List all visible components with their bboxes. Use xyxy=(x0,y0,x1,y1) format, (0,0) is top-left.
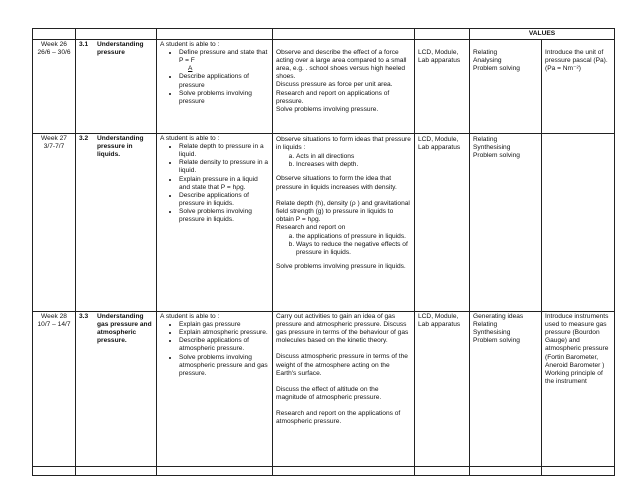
resources-text: LCD, Module, Lab apparatus xyxy=(418,49,461,65)
activity-text: Solve problems involving pressure. xyxy=(276,105,379,113)
activity-text: Research and report on the applications of atmospheric pressure. xyxy=(276,409,401,426)
skills-cell xyxy=(470,40,542,134)
topic-number: 3.2 xyxy=(79,135,89,143)
week-label: Week 28 xyxy=(41,313,67,321)
skill-item: Problem solving xyxy=(473,337,520,345)
activities-cell xyxy=(273,312,415,467)
activities-cell xyxy=(273,40,415,134)
activity-text: Discuss the effect of altitude on the magnitude of atmospheric pressure. xyxy=(276,385,382,401)
activity-text: Relate depth (h), density (ρ ) and gravitational field strength (g) to pressure in liquids to obtain P = hρg. xyxy=(276,199,410,223)
activity-sublist xyxy=(276,153,411,169)
list-item: a. Acts in all directions xyxy=(296,153,411,161)
header-row xyxy=(33,29,615,40)
outcomes-list xyxy=(160,49,269,106)
skill-item: Relating xyxy=(473,321,498,329)
skill-item: Relating xyxy=(473,136,498,144)
outcomes-cell xyxy=(157,312,273,467)
outcomes-list xyxy=(160,321,269,378)
skill-item: Relating xyxy=(473,49,498,57)
topic-title: Understanding gas pressure and atmospheric pressure. xyxy=(97,313,152,345)
activity-text: Observe situations to form ideas that pressure in liquids : xyxy=(276,136,411,152)
week-dates: 3/7-7/7 xyxy=(43,143,65,151)
list-item: • Define pressure and state that P = F A xyxy=(179,49,269,73)
skill-item: Problem solving xyxy=(473,152,520,160)
table-row xyxy=(33,312,615,467)
list-item: • Solve problems involving pressure xyxy=(179,90,269,106)
outcomes-list xyxy=(160,143,269,224)
activity-text: Observe situations to form the idea that pressure in liquids increases with density. xyxy=(276,175,397,191)
resources-text: LCD, Module, Lab apparatus xyxy=(418,313,461,329)
table-row xyxy=(33,467,615,476)
pressure-formula: P = F A xyxy=(179,57,195,73)
activity-text: Carry out activities to gain an idea of gas pressure and atmospheric pressure. Discuss gas pressure in terms of the behaviour of gas molecules based on the kinetic theory. xyxy=(276,313,409,345)
table-row xyxy=(33,134,615,312)
topic-title: Understanding pressure xyxy=(97,41,144,57)
activity-text: Solve problems involving pressure in liquids. xyxy=(276,263,406,271)
topic-title: Understanding pressure in liquids. xyxy=(97,135,144,159)
list-item: a. the applications of pressure in liquids. xyxy=(296,233,411,241)
scheme-of-work-table xyxy=(32,28,615,476)
skill-item: Generating ideas xyxy=(473,313,524,321)
list-item: • Solve problems involving pressure in liquids. xyxy=(179,208,269,224)
resources-cell xyxy=(415,40,470,134)
topic-cell xyxy=(76,312,157,467)
topic-cell xyxy=(76,134,157,312)
week-cell xyxy=(33,40,76,134)
week-label: Week 26 xyxy=(41,41,67,49)
skill-item: Synthesising xyxy=(473,329,511,337)
week-cell xyxy=(33,312,76,467)
list-item: • Describe applications of pressure xyxy=(179,73,269,89)
topic-number: 3.3 xyxy=(79,313,89,321)
activity-text: Observe and describe the effect of a force acting over a large area compared to a small area, e.g. . school shoes versus high heeled shoes. xyxy=(276,49,407,81)
list-item: • Explain atmospheric pressure. xyxy=(179,329,269,337)
activities-cell xyxy=(273,134,415,312)
topic-number: 3.1 xyxy=(79,41,89,49)
week-cell xyxy=(33,134,76,312)
topic-cell xyxy=(76,40,157,134)
skills-cell xyxy=(470,312,542,467)
notes-cell xyxy=(542,134,615,312)
table-row xyxy=(33,40,615,134)
activity-text: Research and report on applications of pressure. xyxy=(276,89,390,105)
notes-cell xyxy=(542,312,615,467)
skill-item: Analysing xyxy=(473,57,502,65)
notes-text: Introduce the unit of pressure pascal (Pa). (Pa = Nm⁻²) xyxy=(545,49,608,73)
activity-text: Research and report on xyxy=(276,223,346,231)
list-item: • Solve problems involving atmospheric pressure and gas pressure. xyxy=(179,354,269,378)
list-item: b. Ways to reduce the negative effects of pressure in liquids. xyxy=(296,241,411,257)
notes-text: Introduce instruments used to measure gas pressure (Bourdon Gauge) and atmospheric pressure (Fortin Barometer, Aneroid Barometer ) Working principle of the instrument xyxy=(545,313,609,385)
activity-sublist xyxy=(276,233,411,257)
skill-item: Synthesising xyxy=(473,144,511,152)
notes-cell xyxy=(542,40,615,134)
resources-text: LCD, Module, Lab apparatus xyxy=(418,136,461,152)
outcomes-cell xyxy=(157,134,273,312)
outcomes-intro: A student is able to : xyxy=(160,313,220,321)
activity-text: Discuss atmospheric pressure in terms of the weight of the atmosphere acting on the Earth's surface. xyxy=(276,353,408,377)
outcomes-intro: A student is able to : xyxy=(160,135,220,143)
activity-text: Discuss pressure as force per unit area. xyxy=(276,81,393,89)
list-item: • Explain pressure in a liquid and state that P = hρg. xyxy=(179,176,269,192)
list-item: • Describe applications of atmospheric pressure. xyxy=(179,337,269,353)
list-item: • Relate density to pressure in a liquid. xyxy=(179,159,269,175)
list-item: • Relate depth to pressure in a liquid. xyxy=(179,143,269,159)
week-label: Week 27 xyxy=(41,135,67,143)
outcomes-cell xyxy=(157,40,273,134)
skills-cell xyxy=(470,134,542,312)
week-dates: 26/6 – 30/6 xyxy=(37,49,71,57)
list-item: b. Increases with depth. xyxy=(296,161,411,169)
list-item: • Describe applications of pressure in liquids. xyxy=(179,192,269,208)
resources-cell xyxy=(415,134,470,312)
values-header: VALUES xyxy=(470,29,615,40)
list-item: • Explain gas pressure xyxy=(179,321,269,329)
week-dates: 10/7 – 14/7 xyxy=(37,321,71,329)
skill-item: Problem solving xyxy=(473,65,520,73)
outcomes-intro: A student is able to : xyxy=(160,41,220,49)
resources-cell xyxy=(415,312,470,467)
